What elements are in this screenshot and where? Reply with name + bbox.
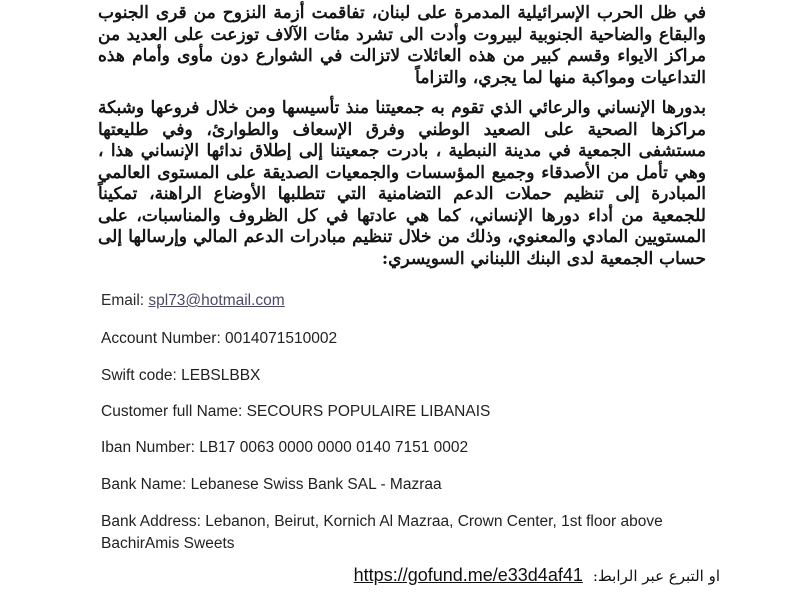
arabic-paragraph-1 (98, 3, 706, 89)
arabic-paragraph-1-text: في ظل الحرب الإسرائيلية المدمرة على لبنان، تفاقمت أزمة النزوح من قرى الجنوب والبقاع والضاحية الجنوبية لبيروت وأدت الى تشرد مئات الآلاف توزعت على العديد من مراكز الايواء وقسم كبير من هذه العائلات لاتزالت في الشوارع دون مأوى وأمام هذه التداعيات ومواكبة منها لما يجري، والتزاماً (98, 3, 706, 88)
email-label: Email: (101, 292, 149, 309)
bank-name: Bank Name: Lebanese Swiss Bank SAL - Mazraa (101, 476, 442, 493)
email-link[interactable]: spl73@hotmail.com (148, 292, 285, 309)
email-line (101, 292, 285, 310)
customer-name: Customer full Name: SECOURS POPULAIRE LIBANAIS (101, 403, 491, 420)
donate-footer (354, 565, 720, 586)
bank-address: Bank Address: Lebanon, Beirut, Kornich Al Mazraa, Crown Center, 1st floor above BachirAmis Sweets (101, 513, 663, 552)
gofund-link[interactable]: https://gofund.me/e33d4af41 (353, 565, 583, 585)
arabic-paragraph-2 (98, 98, 706, 270)
swift-code: Swift code: LEBSLBBX (101, 367, 261, 384)
iban-number: Iban Number: LB17 0063 0000 0000 0140 7151 0002 (101, 439, 469, 456)
arabic-paragraph-2-text: بدورها الإنساني والرعائي الذي تقوم به جمعيتنا منذ تأسيسها ومن خلال فروعها وشبكة مراكزها الصحية على الصعيد الوطني وفرق الإسعاف والطوارئ، وفي طليعتها مستشفى الجمعية في مدينة النبطية ، بادرت جمعيتنا إلى إطلاق ندائها الإنساني هذا ، وهي تأمل من الأصدقاء وجميع المؤسسات والجمعيات الصديقة على المستوى العالمي المبادرة إلى تنظيم حملات الدعم التضامنية التي تتطلبها الأوضاع الراهنة، تمكيناً للجمعية من أداء دورها الإنساني، كما هي عادتها في كل الظروف والمناسبات، على المستويين المادي والمعنوي، وذلك من خلال تنظيم مبادرات الدعم المالي وإرسالها إلى حساب الجمعية لدى البنك اللبناني السويسري: (98, 98, 706, 269)
donate-label: او التبرع عبر الرابط: (592, 567, 720, 585)
account-number: Account Number: 0014071510002 (101, 330, 338, 347)
